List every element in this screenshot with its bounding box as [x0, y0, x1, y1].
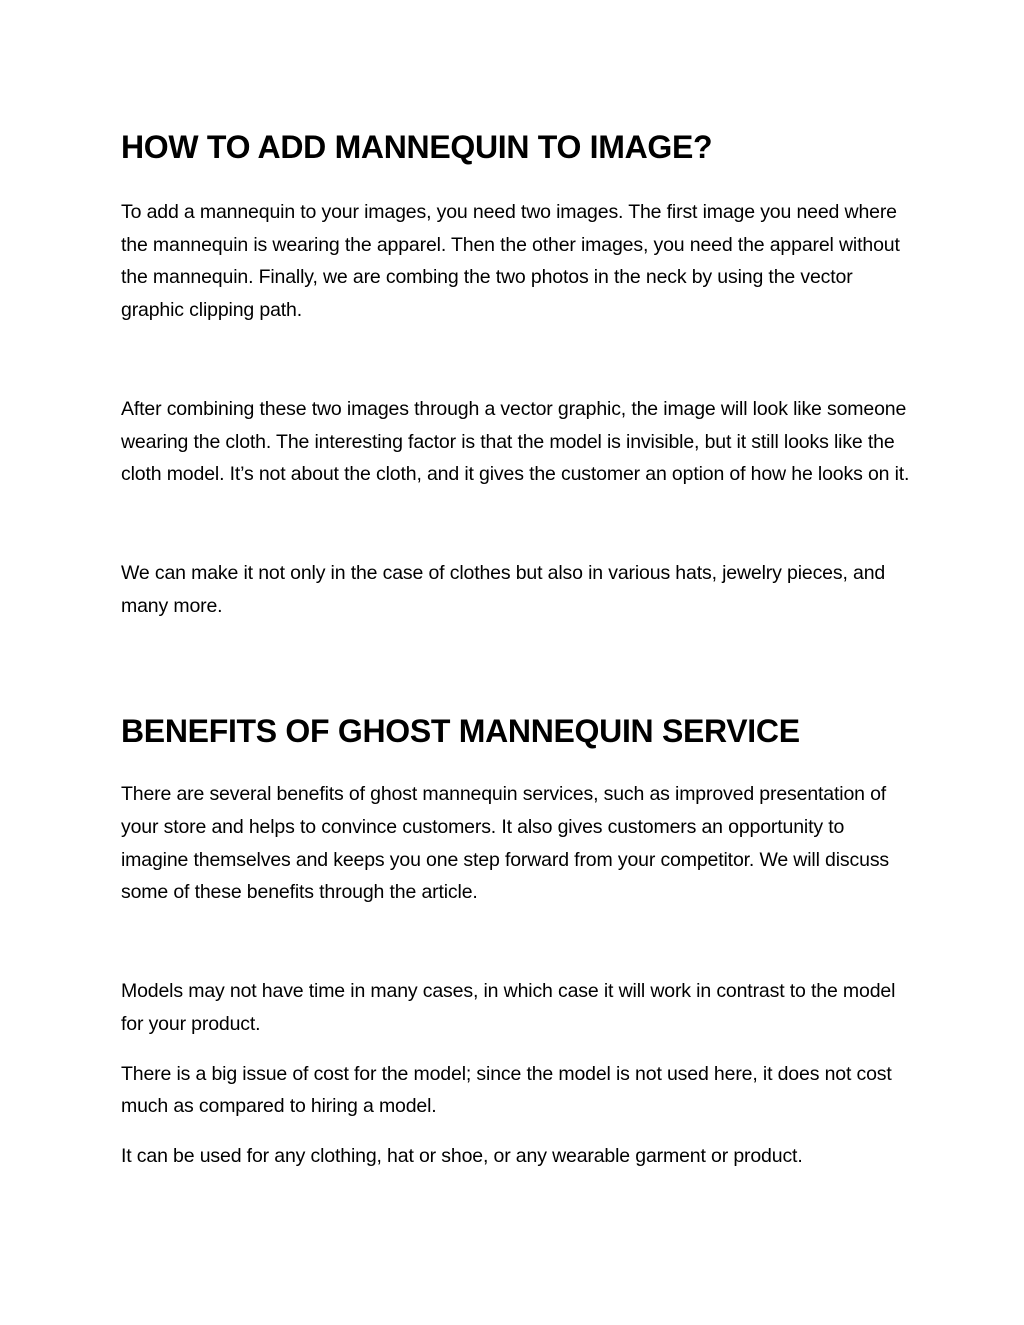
paragraph-other-items: We can make it not only in the case of clothes but also in various hats, jewelry pieces, and many more. — [121, 561, 886, 617]
paragraph-cost: There is a big issue of cost for the model; since the model is not used here, it does not cost much as compared to hiring a model. — [121, 1062, 892, 1118]
paragraph-combining-images: After combining these two images through a vector graphic, the image will look like someone wearing the cloth. The interesting factor is that the model is invisible, but it still looks like the cloth model. It’s not about the cloth, and it gives the customer an option of how he looks on it. — [121, 397, 910, 486]
paragraph-two-images: To add a mannequin to your images, you need two images. The first image you need where the mannequin is wearing the apparel. Then the other images, you need the apparel without the mannequin. Finally, we are combing the two photos in the neck by using the vector graphic clipping path. — [121, 201, 900, 322]
document-body — [121, 124, 911, 1173]
section-heading-benefits: BENEFITS OF GHOST MANNEQUIN SERVICE — [121, 713, 800, 750]
paragraph-usage: It can be used for any clothing, hat or shoe, or any wearable garment or product. — [121, 1144, 803, 1167]
paragraph-benefits-overview: There are several benefits of ghost mannequin services, such as improved presentation of your store and helps to convince customers. It also gives customers an opportunity to imagine themselves and keeps you one step forward from your competitor. We will discuss some of these benefits through the article. — [121, 783, 890, 904]
paragraph-models-time: Models may not have time in many cases, in which case it will work in contrast to the model for your product. — [121, 980, 896, 1035]
section-heading-add-mannequin: HOW TO ADD MANNEQUIN TO IMAGE? — [121, 129, 713, 165]
